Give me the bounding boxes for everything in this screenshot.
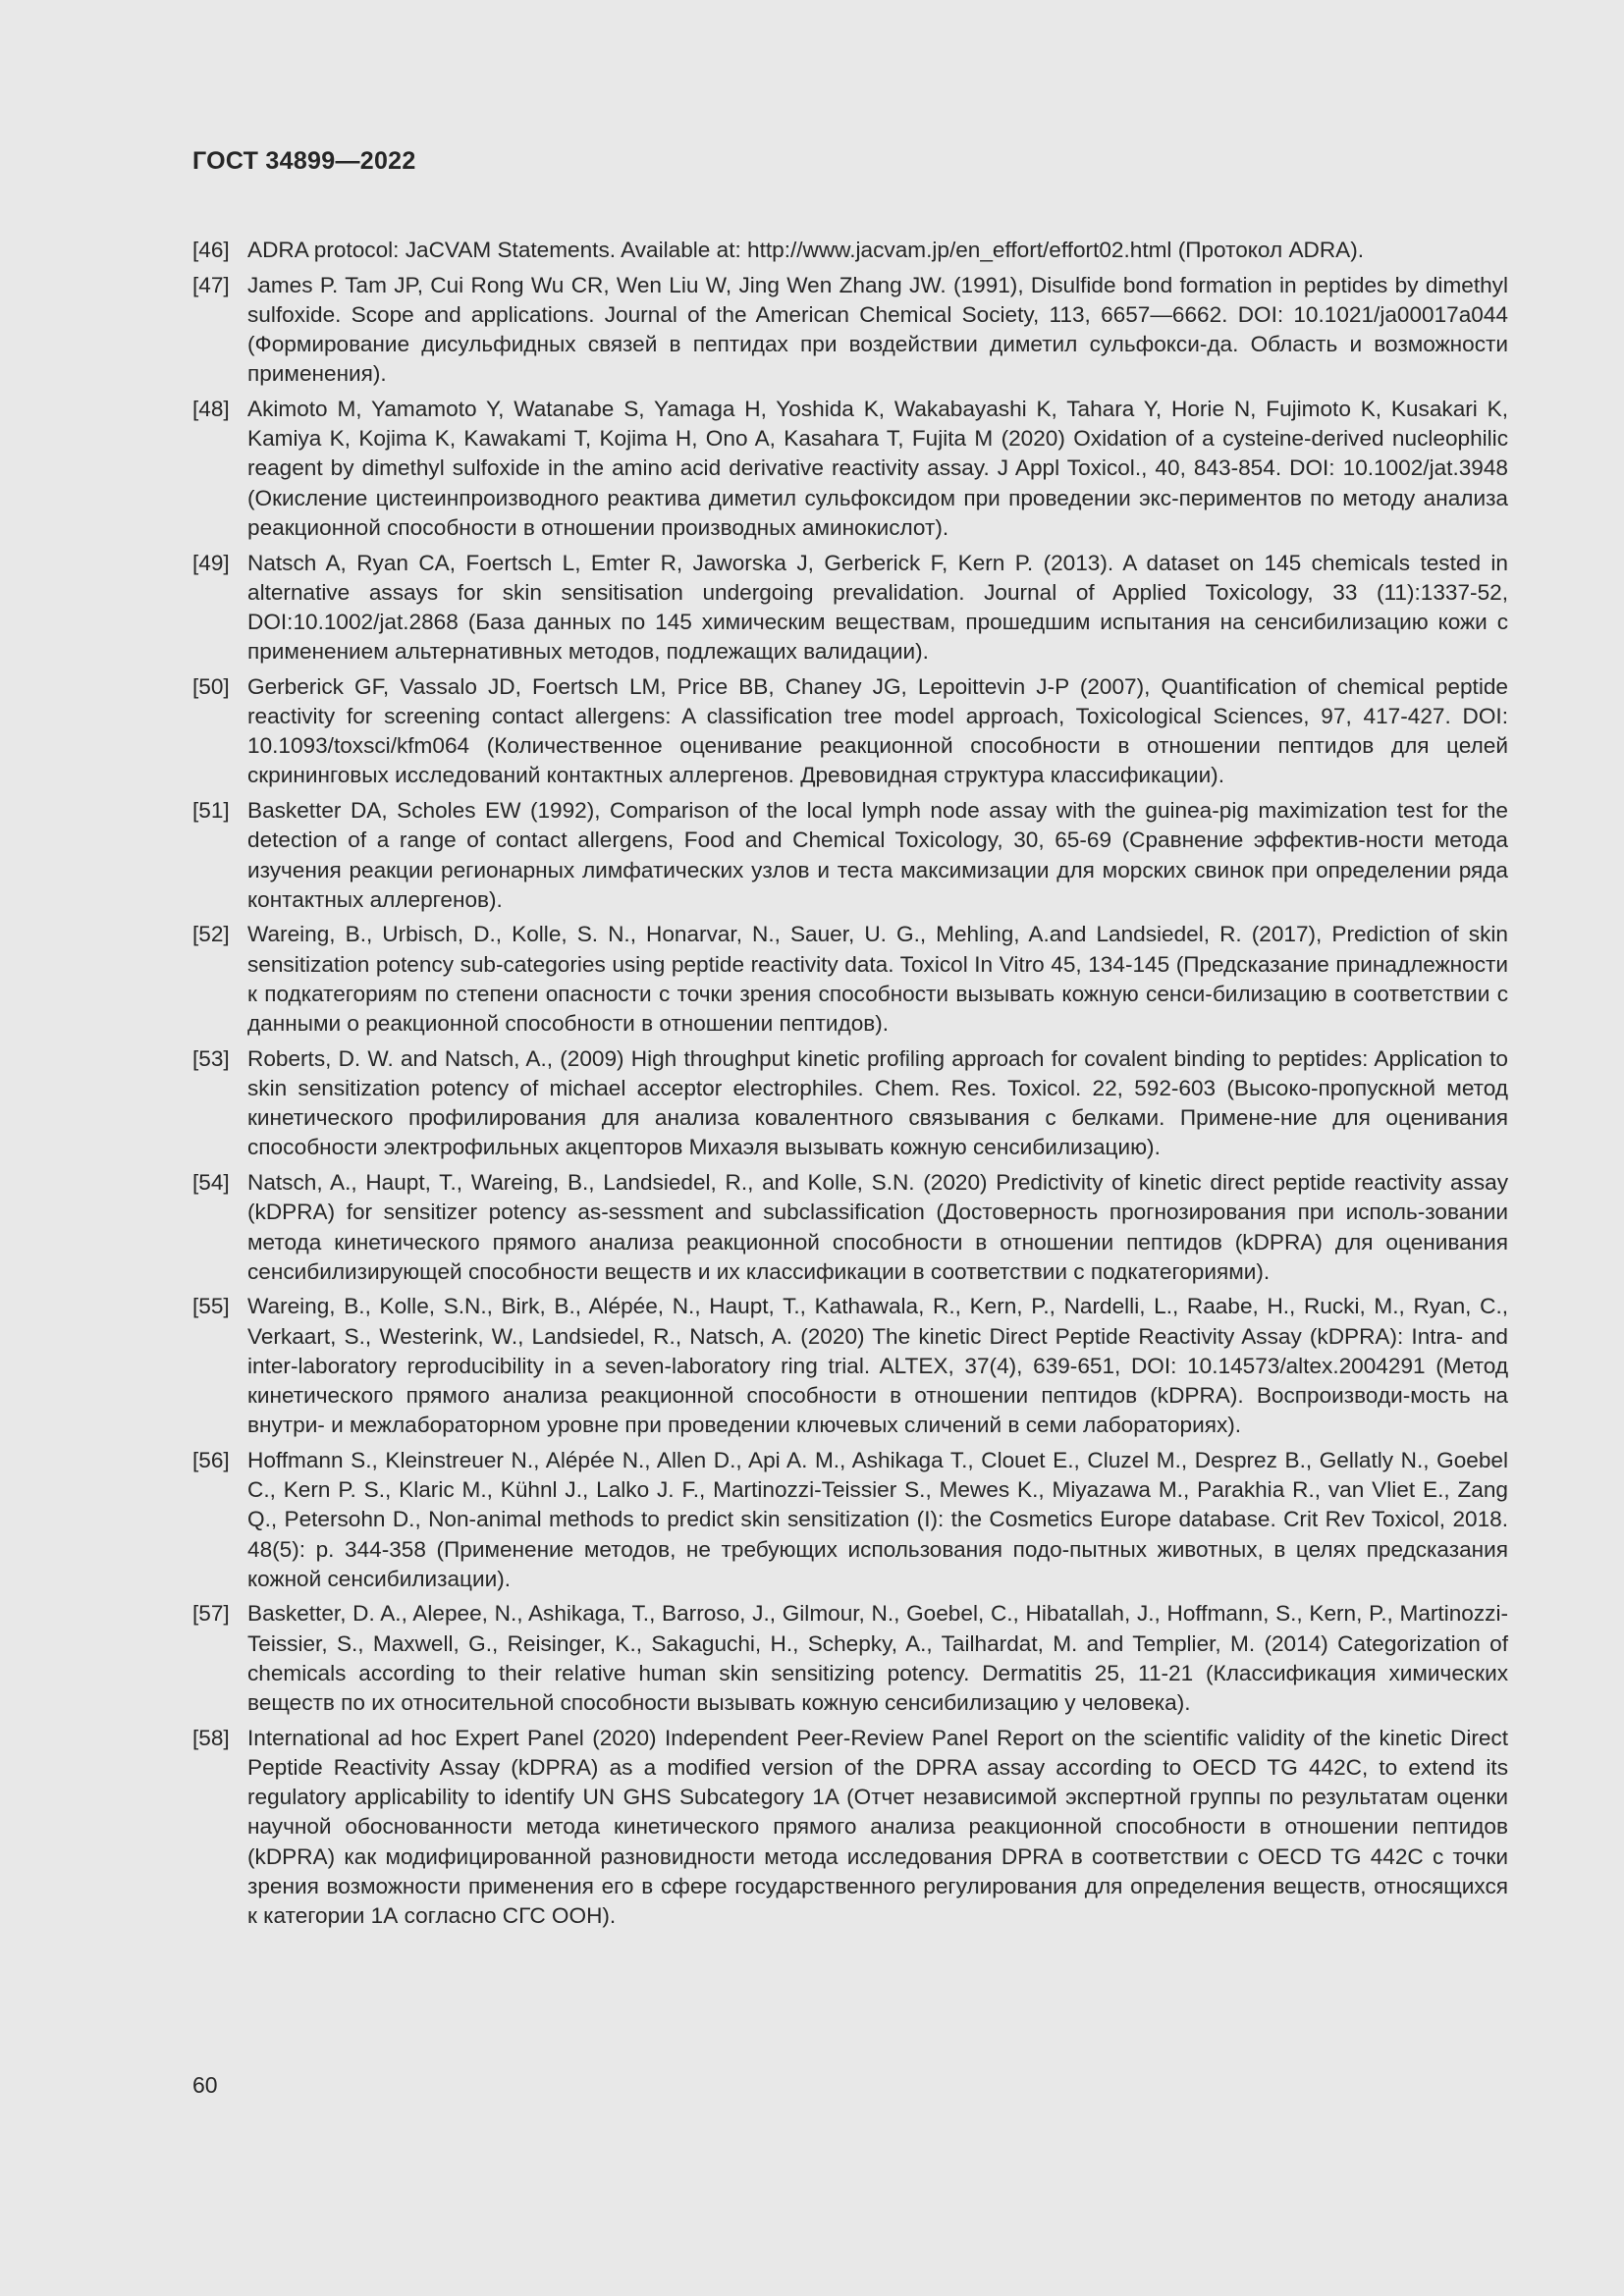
page-number: 60 <box>192 2072 218 2098</box>
reference-item <box>192 271 1508 390</box>
reference-text: Wareing, B., Kolle, S.N., Birk, B., Alépée, N., Haupt, T., Kathawala, R., Kern, P., Nardelli, L., Raabe, H., Rucki, M., Ryan, C., Verkaart, S., Westerink, W., Landsiedel, R., Natsch, A. (2020) The kinetic Direct Peptide Reactivity Assay (kDPRA): Intra- and inter-laboratory reproducibility in a seven-laboratory ring trial. ALTEX, 37(4), 639-651, DOI: 10.14573/altex.2004291 (Метод кинетического прямого анализа реакционной способности в отношении пептидов (kDPRA). Воспроизводи-мость на внутри- и межлабораторном уровне при проведении ключевых сличений в семи лабораториях). <box>247 1294 1508 1438</box>
reference-item <box>192 672 1508 791</box>
reference-number: [47] <box>192 272 230 297</box>
reference-text: Roberts, D. W. and Natsch, A., (2009) High throughput kinetic profiling approach for covalent binding to peptides: Application to skin sensitization potency of michael acceptor electrophiles. Chem. Res. Toxicol. 22, 592-603 (Высоко-пропускной метод кинетического профилирования для анализа ковалентного связывания с белками. Примене-ние для оценивания способности электрофильных акцепторов Михаэля вызывать кожную сенсибилизацию). <box>247 1045 1508 1160</box>
reference-number: [52] <box>192 922 230 947</box>
reference-number: [54] <box>192 1170 230 1196</box>
reference-text: Wareing, B., Urbisch, D., Kolle, S. N., Honarvar, N., Sauer, U. G., Mehling, A.and Landsiedel, R. (2017), Prediction of skin sensitization potency sub-categories using peptide reactivity data. Toxicol In Vitro 45, 134-145 (Предсказание принадлежности к подкатегориям по степени опасности с точки зрения способности вызывать кожную сенси-билизацию в соответствии с данными о реакционной способности в отношении пептидов). <box>247 922 1508 1037</box>
reference-item <box>192 1599 1508 1718</box>
reference-text: Hoffmann S., Kleinstreuer N., Alépée N., Allen D., Api A. M., Ashikaga T., Clouet E., Cluzel M., Desprez B., Gellatly N., Goebel C., Kern P. S., Klaric M., Kühnl J., Lalko J. F., Martinozzi-Teissier S., Mewes K., Miyazawa M., Parakhia R., van Vliet E., Zang Q., Petersohn D., Non-animal methods to predict skin sensitization (I): the Cosmetics Europe database. Crit Rev Toxicol, 2018. 48(5): p. 344-358 (Применение методов, не требующих использования подо-пытных животных, в целях предсказания кожной сенсибилизации). <box>247 1447 1508 1591</box>
reference-number: [48] <box>192 397 230 422</box>
reference-text: Gerberick GF, Vassalo JD, Foertsch LM, Price BB, Chaney JG, Lepoittevin J-P (2007), Quantification of chemical peptide reactivity for screening contact allergens: A classification tree model approach, Toxicological Sciences, 97, 417-427. DOI: 10.1093/toxsci/kfm064 (Количественное оценивание реакционной способности в отношении пептидов для целей скрининговых исследований контактных аллергенов. Древовидная структура классификации). <box>247 673 1508 788</box>
reference-item <box>192 1292 1508 1440</box>
reference-number: [50] <box>192 673 230 699</box>
reference-item <box>192 1724 1508 1931</box>
reference-item <box>192 1168 1508 1287</box>
document-header: ГОСТ 34899—2022 <box>192 147 416 175</box>
reference-text: Natsch, A., Haupt, T., Wareing, B., Landsiedel, R., and Kolle, S.N. (2020) Predictivity of kinetic direct peptide reactivity assay (kDPRA) for sensitizer potency as-sessment and subclassification (Достоверность прогнозирования при исполь-зовании метода кинетического прямого анализа реакционной способности в отношении пептидов (kDPRA) для оценивания сенсибилизирующей способности веществ и их классификации в соответствии с подкатегориями). <box>247 1170 1508 1284</box>
reference-list <box>192 236 1508 1937</box>
reference-item <box>192 920 1508 1039</box>
reference-text: James P. Tam JP, Cui Rong Wu CR, Wen Liu W, Jing Wen Zhang JW. (1991), Disulfide bond formation in peptides by dimethyl sulfoxide. Scope and applications. Journal of the American Chemical Society, 113, 6657—6662. DOI: 10.1021/ja00017a044 (Формирование дисульфидных связей в пептидах при воздействии диметил сульфокси-да. Область и возможности применения). <box>247 272 1508 387</box>
reference-item <box>192 236 1508 265</box>
reference-text: International ad hoc Expert Panel (2020) Independent Peer-Review Panel Report on the scientific validity of the kinetic Direct Peptide Reactivity Assay (kDPRA) as a modified version of the DPRA assay according to OECD TG 442C, to extend its regulatory applicability to identify UN GHS Subcategory 1A (Отчет независимой экспертной группы по результатам оценки научной обоснованности метода кинетического прямого анализа реакционной способности в отношении пептидов (kDPRA) как модифицированной разновидности метода исследования DPRA в соответствии с OECD TG 442C с точки зрения возможности применения его в сфере государственного регулирования для определения веществ, относящихся к категории 1А согласно СГС ООН). <box>247 1725 1508 1928</box>
reference-number: [57] <box>192 1601 230 1627</box>
reference-item <box>192 796 1508 915</box>
reference-number: [53] <box>192 1045 230 1071</box>
reference-text: Basketter DA, Scholes EW (1992), Comparison of the local lymph node assay with the guinea-pig maximization test for the detection of a range of contact allergens, Food and Chemical Toxicology, 30, 65-69 (Сравнение эффектив-ности метода изучения реакции регионарных лимфатических узлов и теста максимизации для морских свинок при определении ряда контактных аллергенов). <box>247 798 1508 912</box>
reference-number: [51] <box>192 798 230 824</box>
reference-number: [58] <box>192 1725 230 1750</box>
reference-text: ADRA protocol: JaCVAM Statements. Available at: http://www.jacvam.jp/en_effort/effort02.html (Протокол ADRA). <box>247 238 1365 262</box>
reference-item <box>192 1044 1508 1163</box>
reference-number: [56] <box>192 1447 230 1472</box>
reference-number: [46] <box>192 238 230 262</box>
reference-number: [55] <box>192 1294 230 1319</box>
reference-text: Akimoto M, Yamamoto Y, Watanabe S, Yamaga H, Yoshida K, Wakabayashi K, Tahara Y, Horie N, Fujimoto K, Kusakari K, Kamiya K, Kojima K, Kawakami T, Kojima H, Ono A, Kasahara T, Fujita M (2020) Oxidation of a cysteine-derived nucleophilic reagent by dimethyl sulfoxide in the amino acid derivative reactivity assay. J Appl Toxicol., 40, 843-854. DOI: 10.1002/jat.3948 (Окисление цистеинпроизводного реактива диметил сульфоксидом при проведении экс-периментов по методу анализа реакционной способности в отношении производных аминокислот). <box>247 397 1508 540</box>
reference-number: [49] <box>192 550 230 575</box>
reference-item <box>192 395 1508 543</box>
reference-text: Basketter, D. A., Alepee, N., Ashikaga, T., Barroso, J., Gilmour, N., Goebel, C., Hibatallah, J., Hoffmann, S., Kern, P., Martinozzi-Teissier, S., Maxwell, G., Reisinger, K., Sakaguchi, H., Schepky, A., Tailhardat, M. and Templier, M. (2014) Categorization of chemicals according to their relative human skin sensitizing potency. Dermatitis 25, 11-21 (Классификация химических веществ по их относительной способности вызывать кожную сенсибилизацию у человека). <box>247 1601 1508 1716</box>
reference-text: Natsch A, Ryan CA, Foertsch L, Emter R, Jaworska J, Gerberick F, Kern P. (2013). A dataset on 145 chemicals tested in alternative assays for skin sensitisation undergoing prevalidation. Journal of Applied Toxicology, 33 (11):1337-52, DOI:10.1002/jat.2868 (База данных по 145 химическим веществам, прошедшим испытания на сенсибилизацию кожи с применением альтернативных методов, подлежащих валидации). <box>247 550 1508 665</box>
reference-item <box>192 1446 1508 1594</box>
reference-item <box>192 549 1508 667</box>
